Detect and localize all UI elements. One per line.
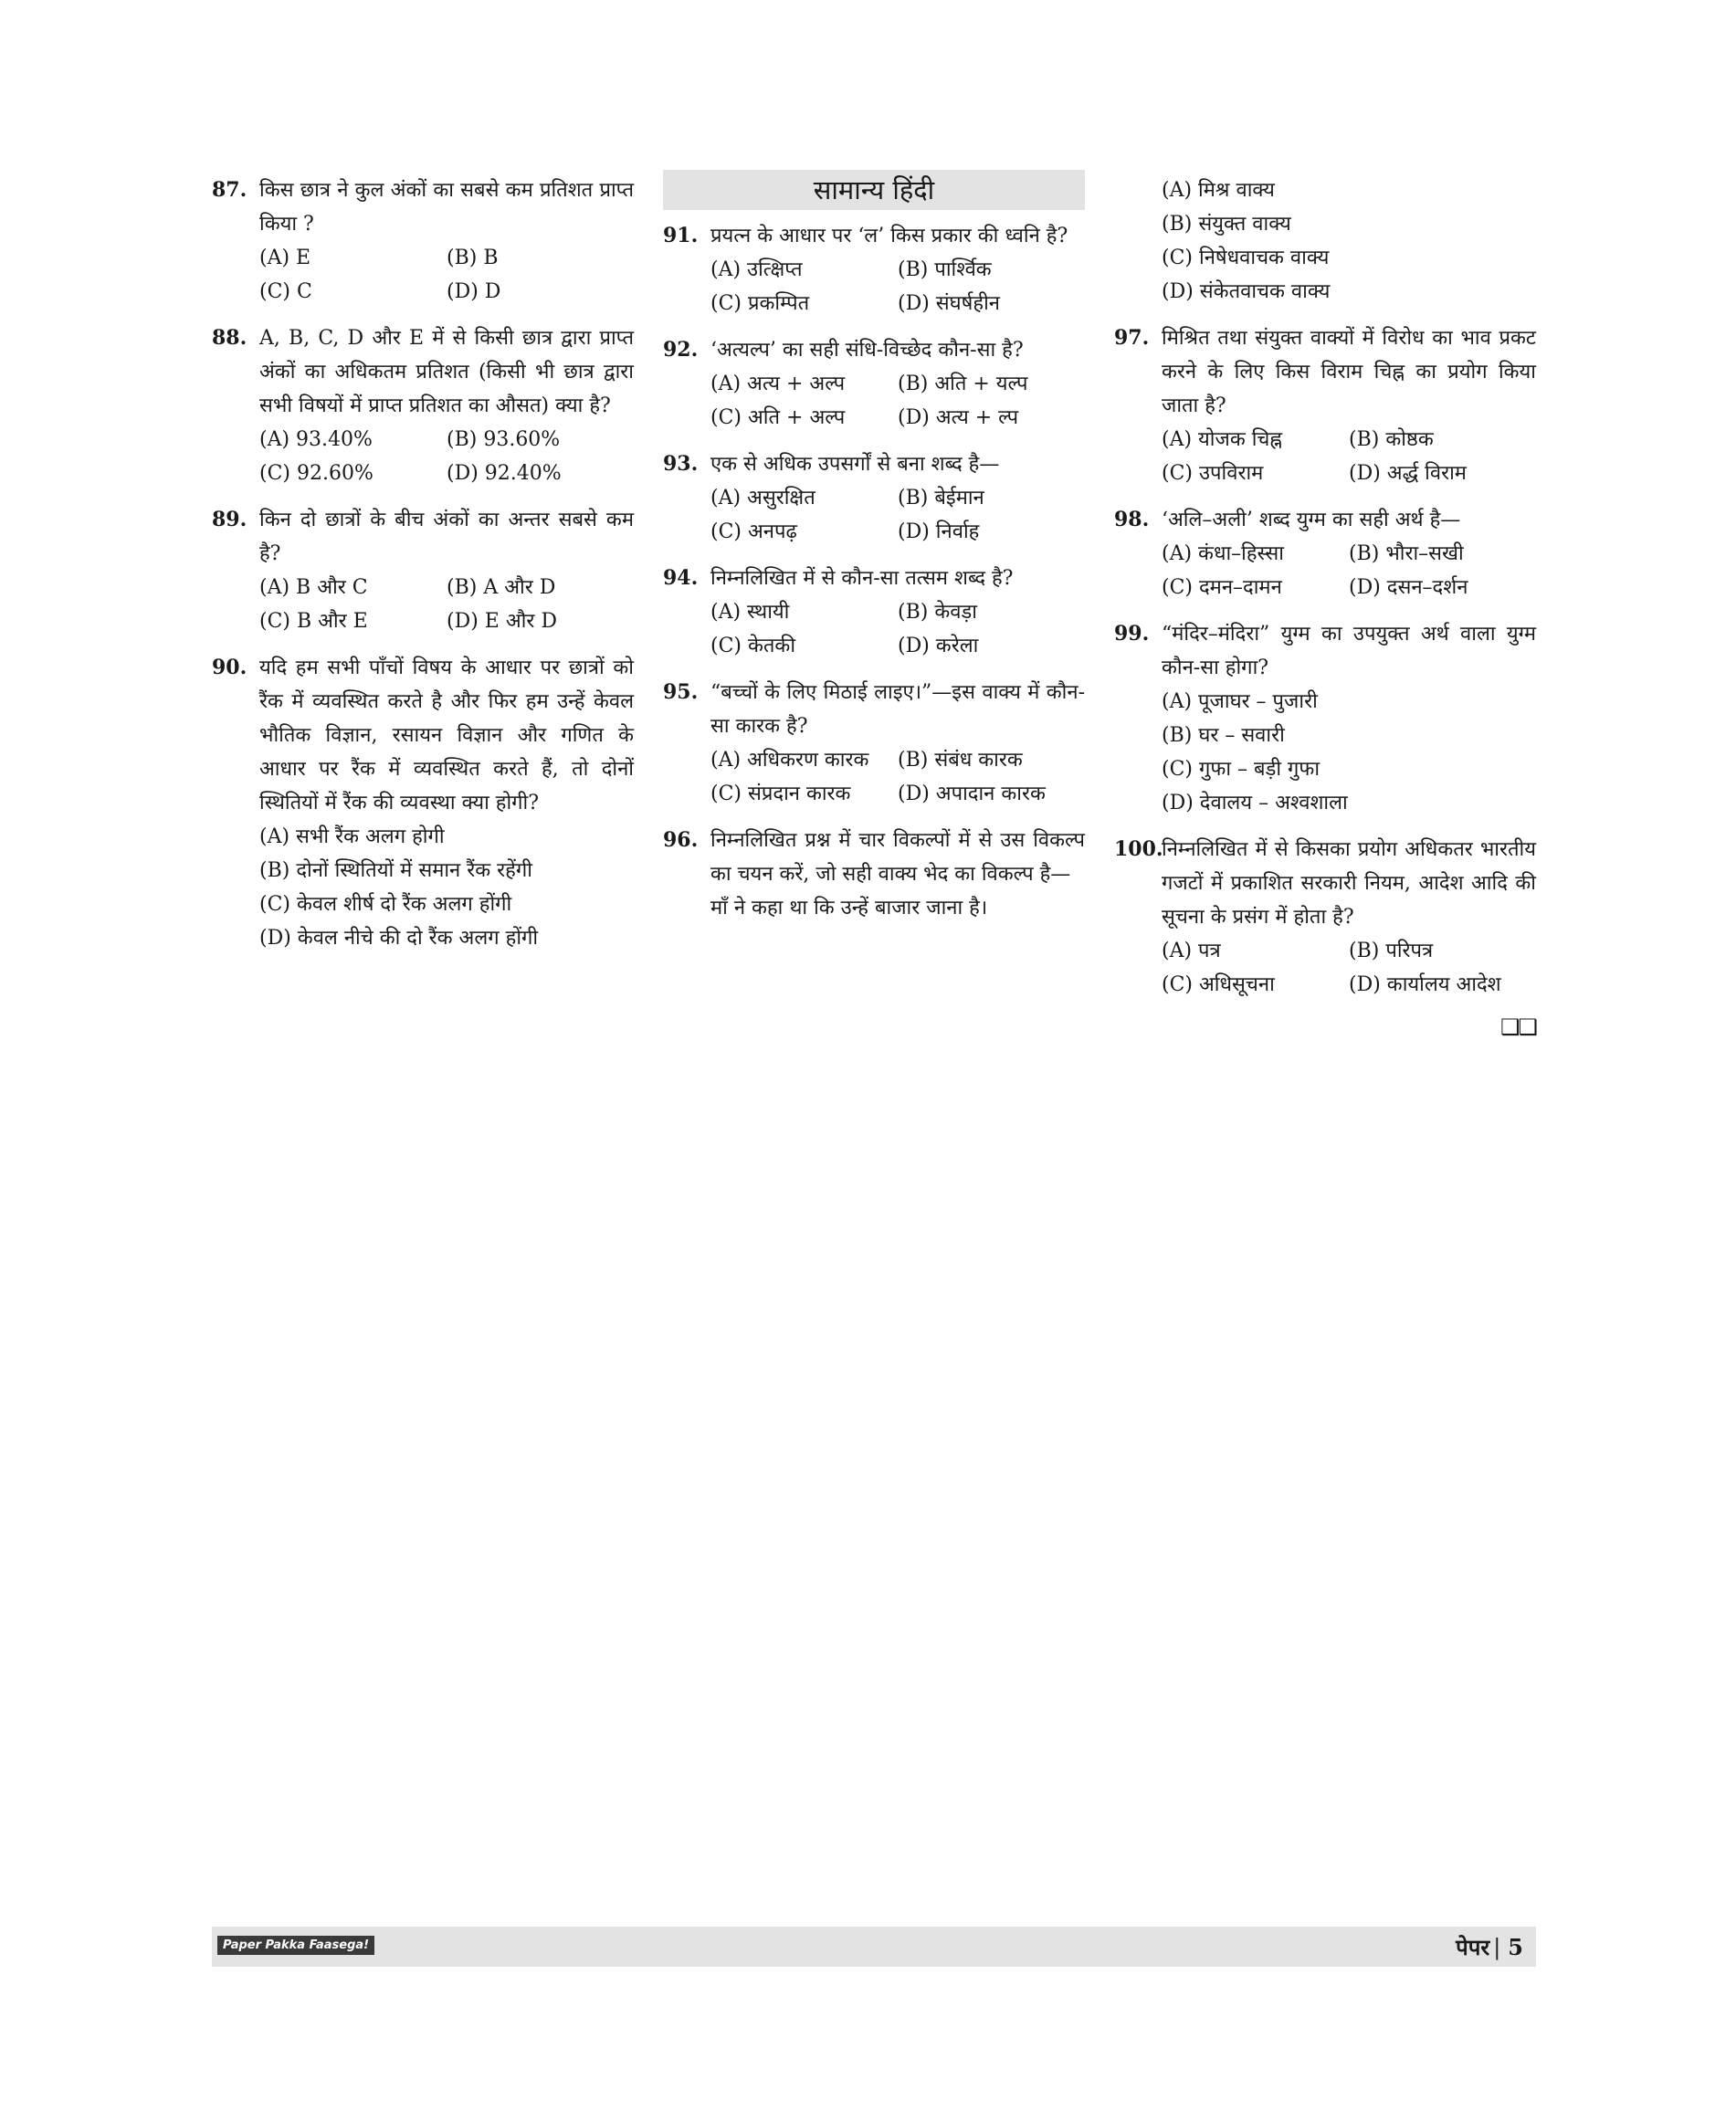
- column-middle: [663, 173, 1085, 938]
- option-d: (D) 92.40%: [447, 462, 562, 485]
- question-text: एक से अधिक उपसर्गों से बना शब्द है—: [710, 453, 1000, 476]
- question-98: [1114, 503, 1536, 604]
- options: [259, 820, 634, 955]
- option-a: (A) B और C: [259, 576, 368, 599]
- page-footer: [212, 1927, 1536, 1967]
- option-a: (A) कंधा–हिस्सा: [1162, 542, 1284, 565]
- question-number: 100.: [1114, 837, 1163, 861]
- question-text: A, B, C, D और E में से किसी छात्र द्वारा प्राप्त अंकों का अधिकतम प्रतिशत (किसी भी छात्र द्वारा सभी विषयों में प्राप्त प्रतिशत का औसत) क्या है?: [259, 327, 634, 417]
- option-b: (B) संयुक्त वाक्य: [1162, 213, 1291, 236]
- option-b: (B) घर – सवारी: [1162, 724, 1285, 747]
- question-number: 90.: [212, 656, 247, 679]
- option-b: (B) A और D: [447, 576, 556, 599]
- question-text: “बच्चों के लिए मिठाई लाइए।”—इस वाक्य में कौन-सा कारक है?: [710, 681, 1085, 738]
- question-number: 94.: [663, 566, 699, 590]
- options: [1162, 934, 1536, 1002]
- options: [1162, 423, 1536, 490]
- option-d: (D) D: [447, 280, 501, 303]
- options: [710, 253, 1085, 320]
- question-number: 91.: [663, 224, 699, 247]
- question-87: [212, 173, 634, 309]
- option-a: (A) उत्क्षिप्त: [710, 258, 803, 281]
- option-a: (A) योजक चिह्न: [1162, 428, 1283, 451]
- question-text: यदि हम सभी पाँचों विषय के आधार पर छात्रों को रैंक में व्यवस्थित करते है और फिर हम उन्हें केवल भौतिक विज्ञान, रसायन विज्ञान और गणित के आधार पर रैंक में व्यवस्थित करते हैं, तो दोनों स्थितियों में रैंक की व्यवस्था क्या होगी?: [259, 657, 634, 814]
- question-number: 96.: [663, 828, 699, 852]
- option-c: (C) अति + अल्प: [710, 406, 846, 429]
- question-text: निम्नलिखित में से कौन-सा तत्सम शब्द है?: [710, 567, 1014, 590]
- question-number: 99.: [1114, 622, 1150, 646]
- question-96: [663, 824, 1085, 925]
- option-c: (C) प्रकम्पित: [710, 292, 810, 315]
- page-separator: |: [1493, 1935, 1501, 1960]
- question-text: प्रयत्न के आधार पर ‘ल’ किस प्रकार की ध्वनि है?: [710, 225, 1068, 247]
- option-b: (B) केवड़ा: [898, 601, 977, 624]
- option-a: (A) पूजाघर – पुजारी: [1162, 690, 1318, 713]
- option-b: (B) कोष्ठक: [1349, 428, 1434, 451]
- question-text: मिश्रित तथा संयुक्त वाक्यों में विरोध का भाव प्रकट करने के लिए किस विराम चिह्न का प्रयोग किया जाता है?: [1162, 327, 1536, 417]
- question-90: [212, 651, 634, 955]
- option-b: (B) 93.60%: [447, 428, 561, 451]
- option-d: (D) अर्द्ध विराम: [1349, 462, 1467, 485]
- option-b: (B) पार्श्विक: [898, 258, 992, 281]
- question-95: [663, 676, 1085, 811]
- option-a: (A) 93.40%: [259, 428, 373, 451]
- section-heading: सामान्य हिंदी: [663, 170, 1085, 210]
- question-92: [663, 333, 1085, 435]
- question-88: [212, 321, 634, 490]
- option-a: (A) पत्र: [1162, 940, 1221, 962]
- option-c: (C) संप्रदान कारक: [710, 783, 851, 805]
- options: [259, 423, 634, 490]
- option-b: (B) B: [447, 247, 499, 269]
- column-right: [1114, 173, 1536, 1040]
- question-text: ‘अत्यल्प’ का सही संधि-विच्छेद कौन-सा है?: [710, 339, 1024, 362]
- question-sentence: माँ ने कहा था कि उन्हें बाजार जाना है।: [710, 897, 988, 919]
- option-a: (A) E: [259, 247, 311, 269]
- question-text: निम्नलिखित में से किसका प्रयोग अधिकतर भारतीय गजटों में प्रकाशित सरकारी नियम, आदेश आदि की सूचना के प्रसंग में होता है?: [1162, 838, 1536, 929]
- option-d: (D) निर्वाह: [898, 520, 980, 543]
- option-d: (D) अपादान कारक: [898, 783, 1046, 805]
- page-indicator: [1456, 1932, 1523, 1962]
- question-94: [663, 562, 1085, 663]
- option-c: (C) उपविराम: [1162, 462, 1264, 485]
- option-a: (A) मिश्र वाक्य: [1162, 179, 1275, 202]
- question-93: [663, 447, 1085, 549]
- question-number: 97.: [1114, 326, 1150, 350]
- option-b: (B) संबंध कारक: [898, 749, 1023, 772]
- question-number: 98.: [1114, 508, 1150, 531]
- question-text: “मंदिर–मंदिरा” युग्म का उपयुक्त अर्थ वाला युग्म कौन-सा होगा?: [1162, 623, 1536, 679]
- option-d: (D) संकेतवाचक वाक्य: [1162, 280, 1331, 303]
- option-c: (C) केतकी: [710, 635, 796, 657]
- options: [710, 481, 1085, 549]
- option-c: (C) निषेधवाचक वाक्य: [1162, 247, 1330, 269]
- option-d: (D) कार्यालय आदेश: [1349, 973, 1501, 996]
- question-91: [663, 219, 1085, 320]
- option-a: (A) सभी रैंक अलग होगी: [259, 825, 445, 848]
- option-c: (C) गुफा – बड़ी गुफा: [1162, 758, 1320, 781]
- option-d: (D) E और D: [447, 610, 557, 633]
- options: [1162, 685, 1536, 820]
- question-text: किन दो छात्रों के बीच अंकों का अन्तर सबसे कम है?: [259, 509, 634, 565]
- question-97: [1114, 321, 1536, 490]
- option-d: (D) दसन–दर्शन: [1349, 576, 1468, 599]
- question-number: 88.: [212, 326, 247, 350]
- option-c: (C) केवल शीर्ष दो रैंक अलग होंगी: [259, 893, 512, 916]
- option-d: (D) देवालय – अश्वशाला: [1162, 792, 1348, 814]
- option-a: (A) अत्य + अल्प: [710, 373, 846, 395]
- options: [710, 743, 1085, 811]
- option-b: (B) परिपत्र: [1349, 940, 1434, 962]
- option-d: (D) केवल नीचे की दो रैंक अलग होंगी: [259, 927, 539, 950]
- question-number: 92.: [663, 338, 699, 362]
- option-b: (B) अति + यल्प: [898, 373, 1028, 395]
- option-b: (B) भौरा–सखी: [1349, 542, 1464, 565]
- page-number: 5: [1508, 1934, 1523, 1960]
- question-text: किस छात्र ने कुल अंकों का सबसे कम प्रतिशत प्राप्त किया ?: [259, 179, 634, 236]
- option-a: (A) असुरक्षित: [710, 487, 815, 509]
- option-a: (A) अधिकरण कारक: [710, 749, 869, 772]
- option-b: (B) बेईमान: [898, 487, 984, 509]
- question-89: [212, 503, 634, 638]
- options: [259, 241, 634, 309]
- options: [259, 571, 634, 638]
- option-c: (C) B और E: [259, 610, 368, 633]
- column-left: [212, 173, 634, 968]
- question-100: [1114, 833, 1536, 1002]
- question-99: [1114, 617, 1536, 820]
- page-label: पेपर: [1456, 1934, 1490, 1960]
- question-number: 93.: [663, 452, 699, 476]
- question-number: 89.: [212, 508, 247, 531]
- question-number: 87.: [212, 178, 247, 202]
- question-text: निम्नलिखित प्रश्न में चार विकल्पों में से उस विकल्प का चयन करें, जो सही वाक्य भेद का विकल्प है—: [710, 829, 1085, 886]
- question-number: 95.: [663, 680, 699, 704]
- options: [710, 367, 1085, 435]
- end-mark: ❑❑: [1499, 1014, 1536, 1040]
- options: [1162, 173, 1536, 309]
- option-d: (D) संघर्षहीन: [898, 292, 1000, 315]
- question-96-options: [1114, 173, 1536, 309]
- option-c: (C) दमन–दामन: [1162, 576, 1282, 599]
- question-text: ‘अलि–अली’ शब्द युग्म का सही अर्थ है—: [1162, 509, 1461, 531]
- option-a: (A) स्थायी: [710, 601, 790, 624]
- option-c: (C) अधिसूचना: [1162, 973, 1275, 996]
- option-b: (B) दोनों स्थितियों में समान रैंक रहेंगी: [259, 859, 532, 882]
- option-d: (D) अत्य + ल्प: [898, 406, 1019, 429]
- option-c: (C) C: [259, 280, 312, 303]
- option-c: (C) 92.60%: [259, 462, 374, 485]
- footer-logo: Paper Pakka Faasega!: [217, 1936, 374, 1955]
- option-d: (D) करेला: [898, 635, 979, 657]
- options: [1162, 537, 1536, 604]
- options: [710, 595, 1085, 663]
- option-c: (C) अनपढ़: [710, 520, 797, 543]
